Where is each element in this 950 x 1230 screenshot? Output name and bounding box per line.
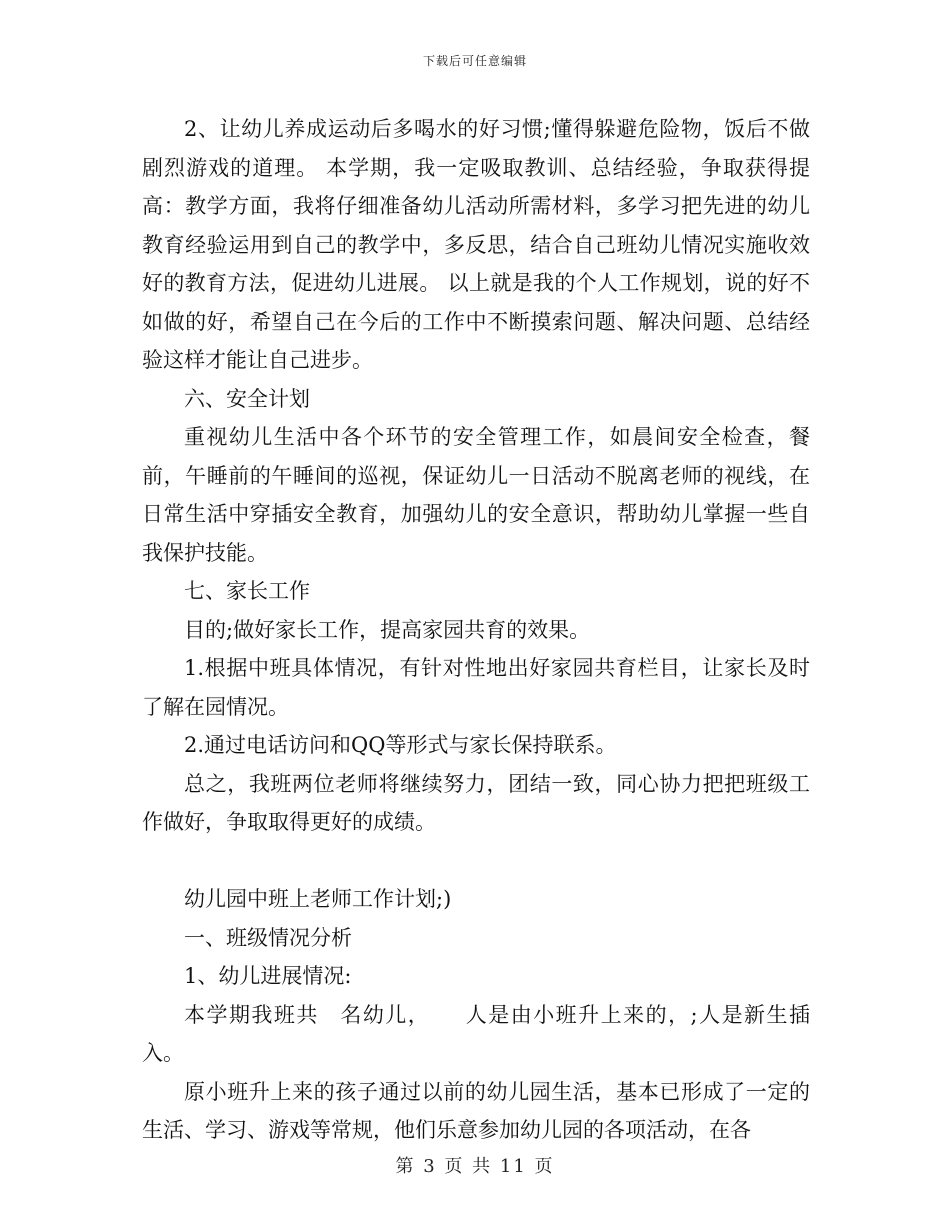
document-subtitle: 幼儿园中班上老师工作计划;): [184, 887, 452, 911]
footer-total-pages: 11: [499, 1156, 527, 1177]
paragraph-safety-plan: 重视幼儿生活中各个环节的安全管理工作，如晨间安全检查，餐前，午睡前的午睡间的巡视，保证幼儿一日活动不脱离老师的视线，在日常生活中穿插安全教育，加强幼儿的安全意识，帮助幼儿掌握一些自我保护技能。: [142, 425, 810, 565]
enrollment-text-1: 本学期我班共: [184, 1002, 319, 1027]
footer-page-number: 3: [423, 1156, 437, 1177]
enrollment-text-3: 人是由小班升上来的，;人是新生插入。: [142, 1002, 811, 1065]
section-heading-parent-work: 七、家长工作: [184, 579, 310, 603]
page-header: 下载后可任意编辑: [422, 54, 527, 68]
footer-label-of: 页 共: [444, 1156, 493, 1177]
page-footer: [0, 1152, 950, 1178]
paragraph-conclusion: 总之，我班两位老师将继续努力，团结一致，同心协力把把班级工作做好，争取取得更好的成绩。: [142, 771, 810, 834]
paragraph-returning-children: 原小班升上来的孩子通过以前的幼儿园生活，基本已形成了一定的生活、学习、游戏等常规，他们乐意参加幼儿园的各项活动，在各: [142, 1079, 810, 1142]
section-heading-safety-plan: 六、安全计划: [184, 386, 310, 411]
paragraph-parent-work-item-1: 1.根据中班具体情况，有针对性地出好家园共育栏目，让家长及时了解在园情况。: [142, 656, 810, 719]
footer-label-page: 第: [395, 1156, 416, 1177]
paragraph-habits-and-summary: 2、让幼儿养成运动后多喝水的好习惯;懂得躲避危险物，饭后不做剧烈游戏的道理。 本学期，我一定吸取教训、总结经验，争取获得提高：教学方面，我将仔细准备幼儿活动所需材料，多学习把先进的幼儿教育经验运用到自己的教学中，多反思，结合自己班幼儿情况实施收效好的教育方法，促进幼儿进展。 以上就是我的个人工作规划，说的好不如做的好，希望自己在今后的工作中不断摸索问题、解决问题、总结经验这样才能让自己进步。: [142, 117, 810, 372]
paragraph-parent-work-goal: 目的;做好家长工作，提高家园共育的效果。: [184, 617, 591, 642]
paragraph-enrollment: [142, 996, 810, 1073]
footer-label-end: 页: [534, 1156, 555, 1177]
blank-line: [142, 842, 810, 881]
paragraph-parent-work-item-2: 2.通过电话访问和QQ等形式与家长保持联系。: [184, 733, 617, 757]
document-body: [142, 110, 810, 1150]
section-heading-class-analysis: 一、班级情况分析: [184, 925, 352, 950]
enrollment-text-2: 名幼儿，: [338, 1002, 431, 1027]
subsection-heading-child-progress: 1、幼儿进展情况:: [184, 964, 352, 988]
